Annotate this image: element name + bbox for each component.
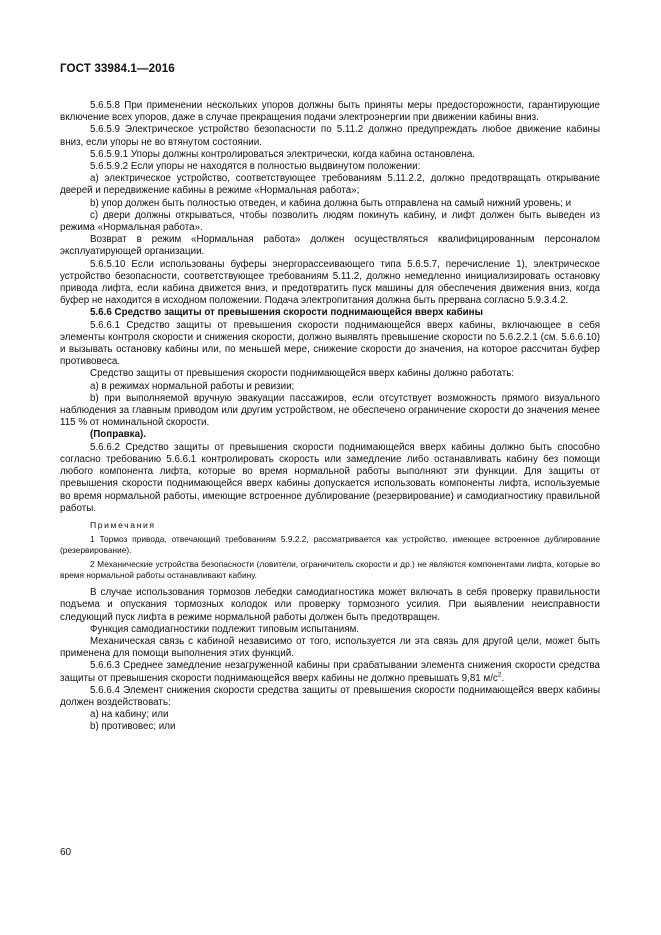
paragraph: 5.6.6.4 Элемент снижения скорости средства защиты от превышения скорости поднимающейся вверх кабины должен воздействовать: [60, 684, 600, 708]
paragraph: 5.6.5.10 Если использованы буферы энергорассеивающего типа 5.6.5.7, перечисление 1), электрическое устройство безопасности, соответствующее требованиям 5.11.2, должно немедленно инициализировать остановку привода лифта, если кабина движется вниз, и предотвратить пуск машины для обеспечения движения вниз, когда буфер не находится в исходном положении. Подача электропитания должна быть прервана согласно 5.9.3.4.2. [60, 258, 600, 307]
paragraph-end: . [501, 672, 505, 684]
section-heading: 5.6.6 Средство защиты от превышения скорости поднимающейся вверх кабины [90, 307, 483, 319]
list-item: a) на кабину; или [90, 709, 169, 721]
page-number: 60 [60, 847, 72, 858]
paragraph: 5.6.5.9.1 Упоры должны контролироваться электрически, когда кабина остановлена. [90, 148, 475, 160]
list-item: b) противовес; или [90, 721, 176, 733]
document-header: ГОСТ 33984.1—2016 [60, 62, 175, 75]
paragraph-text: 5.6.6.3 Среднее замедление незагруженной кабины при срабатывании элемента снижения скорости средства защиты от превышения скорости поднимающейся вверх кабины не должно превышать 9,81 м/с [60, 660, 600, 684]
notes-title: Примечания [90, 519, 156, 530]
paragraph: 5.6.5.9 Электрическое устройство безопасности по 5.11.2 должно предупреждать любое движение кабины вниз, если упоры не во втянутом состоянии. [60, 124, 600, 148]
paragraph: 5.6.5.9.2 Если упоры не находятся в полностью выдвинутом положении: [90, 161, 421, 173]
superscript: 2 [497, 671, 502, 679]
paragraph: 5.6.6.2 Средство защиты от превышения скорости поднимающейся вверх кабины должно быть способно согласно требованию 5.6.6.1 контролировать скорость или замедление либо останавливать кабину без помощи любого компонента лифта, которые во время нормальной работы выполняют эти функции. Для защиты от превышения скорости поднимающейся вверх кабины допускается использовать компоненты лифта, используемые во время нормальной работы, имеющие встроенное дублирование (резервирование) и самодиагностику правильной работы. [60, 441, 600, 514]
paragraph: Функция самодиагностики подлежит типовым испытаниям. [90, 623, 360, 635]
list-item: a) электрическое устройство, соответствующее требованиям 5.11.2.2, должно предотвращать открывание дверей и передвижение кабины в режиме «Нормальная работа»; [60, 173, 600, 197]
amendment-note: (Поправка). [90, 429, 146, 441]
list-item: b) при выполняемой вручную эвакуации пассажиров, если отсутствует возможность прямого визуального наблюдения за главным приводом или другим устройством, не обеспечено ограничение скорости до значения менее 115 % от номинальной скорости. [60, 392, 600, 429]
paragraph [60, 660, 600, 684]
paragraph: Механическая связь с кабиной независимо от того, используется ли эта связь для другой цели, может быть применена для помощи выполнения этих функций. [60, 635, 600, 660]
paragraph: 5.6.6.1 Средство защиты от превышения скорости поднимающейся вверх кабины, включающее в себя элементы контроля скорости и снижения скорости, должно выявлять превышение скорости по 5.6.2.2.1 (см. 5.6.6.10) и вызывать остановку кабины или, по меньшей мере, снижение скорости до значения, на которое рассчитан буфер противовеса. [60, 319, 600, 368]
list-item: a) в режимах нормальной работы и ревизии; [90, 380, 295, 392]
list-item: b) упор должен быть полностью отведен, и кабина должна быть отправлена на самый нижний уровень; и [90, 197, 572, 209]
note-item: 2 Механические устройства безопасности (ловители, ограничитель скорости и др.) не являются компонентами лифта, которые во время нормальной работы останавливают кабину. [60, 559, 600, 581]
page-body [60, 100, 600, 734]
paragraph: Средство защиты от превышения скорости поднимающейся вверх кабины должно работать: [90, 368, 515, 380]
paragraph: В случае использования тормозов лебедки самодиагностика может включать в себя проверку правильности подъема и опускания тормозных колодок или проверку тормозного усилия. При выявлении неисправности следующий пуск лифта в режиме нормальной работы должен быть предотвращен. [60, 587, 600, 623]
note-item: 1 Тормоз привода, отвечающий требованиям 5.9.2.2, рассматривается как устройство, имеющее встроенное дублирование (резервирование). [60, 534, 600, 556]
paragraph: 5.6.5.8 При применении нескольких упоров должны быть приняты меры предосторожности, гарантирующие включение всех упоров, даже в случае прекращения подачи электроэнергии при движении кабины вниз. [60, 100, 600, 124]
paragraph: Возврат в режим «Нормальная работа» должен осуществляться квалифицированным персоналом эксплуатирующей организации. [60, 234, 600, 258]
list-item: c) двери должны открываться, чтобы позволить людям покинуть кабину, и лифт должен быть выведен из режима «Нормальная работа». [60, 209, 600, 234]
